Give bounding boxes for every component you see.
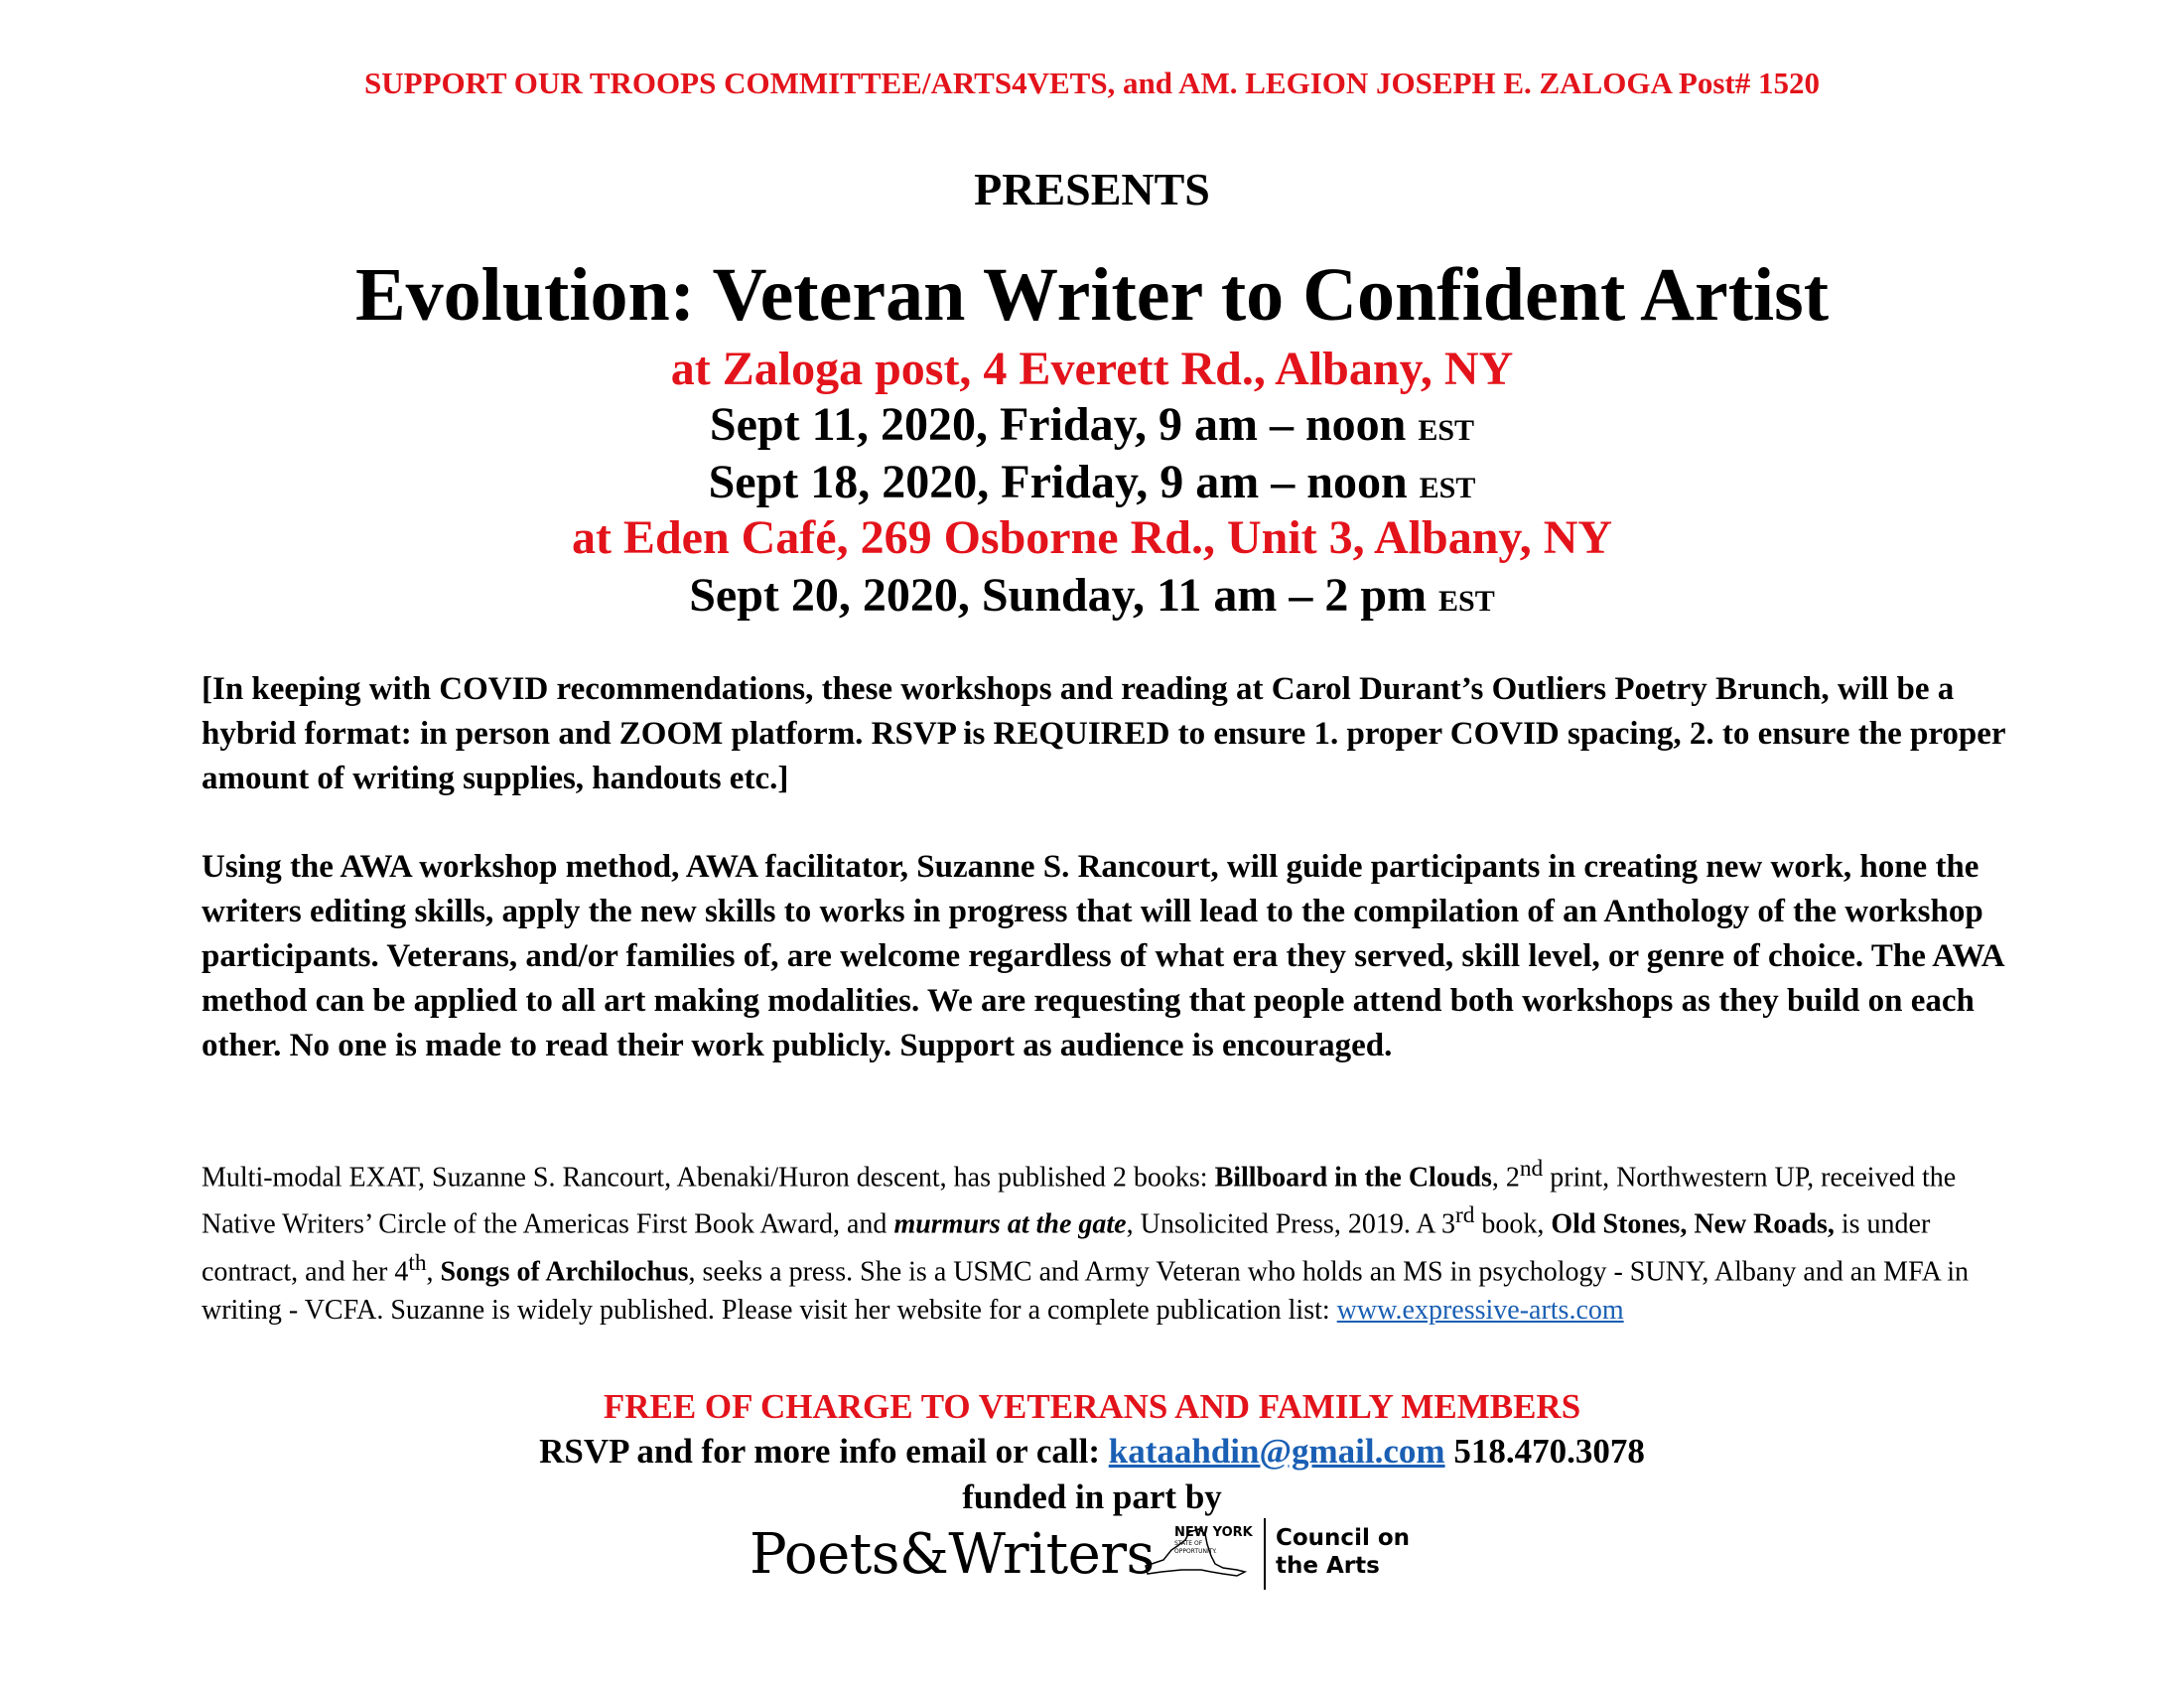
ny-line-3: OPPORTUNITY. xyxy=(1174,1548,1217,1555)
free-of-charge-notice: FREE OF CHARGE TO VETERANS AND FAMILY MEMBERS xyxy=(603,1387,1581,1426)
date-1-text: Sept 11, 2020, Friday, 9 am – noon xyxy=(709,398,1407,451)
book-title-murmurs: murmurs at the gate xyxy=(893,1208,1127,1240)
timezone-label: EST xyxy=(1438,585,1495,618)
ordinal-suffix: th xyxy=(408,1249,427,1276)
book-title-old-stones: Old Stones, New Roads, xyxy=(1551,1208,1835,1240)
bio-text: , 2 xyxy=(1491,1162,1520,1194)
funded-by-label: funded in part by xyxy=(962,1477,1222,1516)
logo-divider xyxy=(1264,1518,1266,1590)
date-line-2 xyxy=(0,457,2184,509)
organizers-line: SUPPORT OUR TROOPS COMMITTEE/ARTS4VETS, and AM. LEGION JOSEPH E. ZALOGA Post# 1520 xyxy=(364,66,1820,100)
bio-text: book, xyxy=(1474,1208,1552,1240)
council-on-the-arts-logo xyxy=(1276,1524,1410,1580)
timezone-label: EST xyxy=(1418,414,1475,447)
rsvp-label: RSVP and for more info email or call: xyxy=(539,1432,1109,1471)
email-link[interactable]: kataahdin@gmail.com xyxy=(1108,1432,1445,1471)
ny-line-1: NEW YORK xyxy=(1174,1525,1253,1540)
venue-eden-cafe: at Eden Café, 269 Osborne Rd., Unit 3, Albany, NY xyxy=(571,511,1613,564)
venue-zaloga-post: at Zaloga post, 4 Everett Rd., Albany, NY xyxy=(670,343,1514,395)
sponsor-logos xyxy=(750,1514,1444,1594)
covid-note: [In keeping with COVID recommendations, these workshops and reading at Carol Durant’s Outliers Poetry Brunch, will be a hybrid format: in person and ZOOM platform. RSVP is REQUIRED to ensure 1. proper COVID spacing, 2. to ensure the proper amount of writing supplies, handouts etc.] xyxy=(202,671,2005,796)
ny-state-wordmark xyxy=(1174,1526,1253,1555)
council-line-1: Council on xyxy=(1276,1525,1411,1551)
presents-heading: PRESENTS xyxy=(974,164,1210,214)
council-line-2: the Arts xyxy=(1276,1553,1380,1579)
timezone-label: EST xyxy=(1419,472,1476,504)
bio-text: print, Northwestern UP, received the Native Writers’ Circle of the Americas First Book Award, and xyxy=(202,1162,1957,1240)
bio-text: is under contract, and her 4 xyxy=(202,1208,1931,1287)
event-title: Evolution: Veteran Writer to Confident Artist xyxy=(354,253,1830,337)
ordinal-suffix: nd xyxy=(1519,1156,1544,1182)
date-3-text: Sept 20, 2020, Sunday, 11 am – 2 pm xyxy=(689,569,1428,622)
bio-text: , Unsolicited Press, 2019. A 3 xyxy=(1126,1208,1455,1240)
date-2-text: Sept 18, 2020, Friday, 9 am – noon xyxy=(708,456,1408,508)
workshop-description: Using the AWA workshop method, AWA facilitator, Suzanne S. Rancourt, will guide participants in creating new work, hone the writers editing skills, apply the new skills to works in progress that will lead to the compilation of an Anthology of the workshop participants. Veterans, and/or families of, are welcome regardless of what era they served, skill level, or genre of choice. The AWA method can be applied to all art making modalities. We are requesting that people attend both workshops as they build on each other. No one is made to read their work publicly. Support as audience is encouraged. xyxy=(202,849,2003,1063)
book-title-songs: Songs of Archilochus xyxy=(440,1255,689,1287)
ordinal-suffix: rd xyxy=(1454,1202,1475,1229)
phone-number: 518.470.3078 xyxy=(1444,1432,1645,1471)
bio-text: , xyxy=(426,1255,441,1287)
website-link[interactable]: www.expressive-arts.com xyxy=(1336,1294,1624,1326)
date-line-1 xyxy=(0,399,2184,452)
bio-text: , seeks a press. She is a USMC and Army Veteran who holds an MS in psychology - SUNY, Albany and an MFA in writing - VCFA. Suzanne is widely published. Please visit her website for a complete publication list: xyxy=(202,1255,1970,1326)
rsvp-line xyxy=(0,1432,2184,1472)
facilitator-bio xyxy=(202,1150,2018,1330)
book-title-billboard: Billboard in the Clouds xyxy=(1214,1162,1492,1194)
bio-text: Multi-modal EXAT, Suzanne S. Rancourt, Abenaki/Huron descent, has published 2 books: xyxy=(202,1162,1215,1194)
poets-writers-logo: Poets&Writers xyxy=(750,1522,1155,1587)
date-line-3 xyxy=(0,570,2184,623)
ny-line-2: STATE OF xyxy=(1174,1540,1203,1547)
